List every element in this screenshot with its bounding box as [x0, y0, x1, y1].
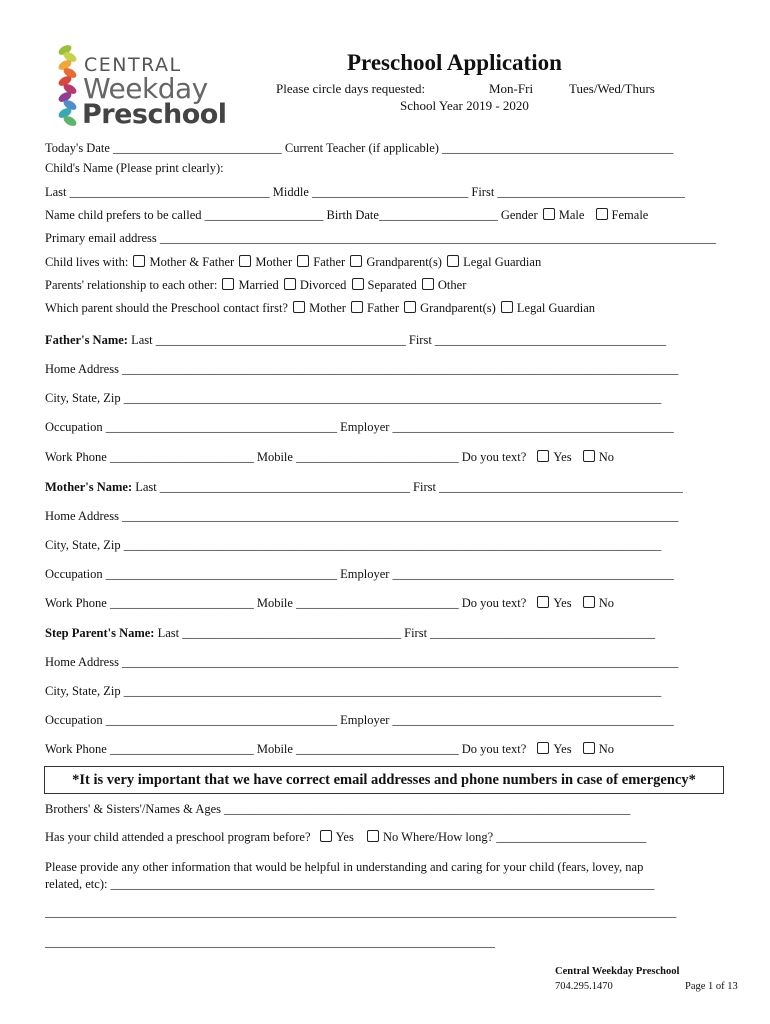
mother-text-yes-label: Yes: [553, 596, 572, 610]
father-text-no-label: No: [598, 450, 614, 464]
mother-text-no-label: No: [598, 596, 614, 610]
lives-mother-father-label: Mother & Father: [149, 255, 235, 269]
attended-no-checkbox[interactable]: [367, 830, 379, 842]
mother-occupation-employer[interactable]: Occupation _____________________________________ Employer _____________________________________________: [45, 567, 674, 581]
child-lives-with-label: Child lives with:: [45, 255, 129, 269]
gender-male-label: Male: [558, 208, 585, 222]
gender-female-label: Female: [611, 208, 649, 222]
footer-page-number: Page 1 of 13: [685, 981, 738, 992]
father-name-label: Father's Name:: [45, 333, 128, 347]
lives-grandparents-label: Grandparent(s): [366, 255, 442, 269]
step-parent-name-field[interactable]: Last ___________________________________ First ____________________________________: [154, 626, 656, 640]
footer-phone: 704.295.1470: [555, 981, 613, 992]
parents-relationship-row: [45, 278, 466, 293]
mother-text-no-checkbox[interactable]: [583, 596, 595, 608]
other-info-blank-line-1[interactable]: _____________________________________________________________________________________________________: [45, 905, 677, 919]
mother-name-row[interactable]: [45, 480, 683, 495]
lives-mother-checkbox[interactable]: [239, 255, 251, 267]
contact-grandparents-checkbox[interactable]: [404, 301, 416, 313]
gender-male-checkbox[interactable]: [543, 208, 555, 220]
mother-phone-fields[interactable]: Work Phone _______________________ Mobile __________________________ Do you text?: [45, 596, 527, 610]
lives-father-label: Father: [313, 255, 346, 269]
attended-yes-checkbox[interactable]: [320, 830, 332, 842]
married-checkbox[interactable]: [222, 278, 234, 290]
contact-father-label: Father: [367, 301, 399, 315]
gender-female-checkbox[interactable]: [596, 208, 608, 220]
attended-no-where-field[interactable]: No Where/How long? ________________________: [382, 830, 647, 844]
contact-first-row: [45, 301, 595, 316]
school-year: School Year 2019 - 2020: [400, 98, 529, 113]
logo-line-central: CENTRAL: [84, 54, 182, 76]
day-option-tue-wed-thu[interactable]: Tues/Wed/Thurs: [569, 81, 655, 96]
primary-email-row[interactable]: Primary email address _________________________________________________________________________________________: [45, 231, 717, 245]
emergency-notice-box: *It is very important that we have correct email addresses and phone numbers in case of emergency*: [44, 766, 724, 794]
mother-name-field[interactable]: Last ________________________________________ First _______________________________________: [132, 480, 683, 494]
lives-legal-guardian-label: Legal Guardian: [463, 255, 542, 269]
step-phone-row: [45, 742, 614, 757]
child-lives-with-row: [45, 255, 541, 270]
mother-phone-row: [45, 596, 614, 611]
siblings-row[interactable]: Brothers' & Sisters'/Names & Ages _________________________________________________________________: [45, 802, 631, 816]
footer-org: Central Weekday Preschool: [555, 966, 680, 977]
contact-grandparents-label: Grandparent(s): [420, 301, 496, 315]
step-city-state-zip[interactable]: City, State, Zip ______________________________________________________________________________________: [45, 684, 662, 698]
leaves-logo-icon: [57, 44, 79, 128]
page-title: Preschool Application: [347, 50, 562, 75]
contact-first-label: Which parent should the Preschool contact first?: [45, 301, 288, 315]
father-text-yes-checkbox[interactable]: [537, 450, 549, 462]
contact-mother-label: Mother: [309, 301, 346, 315]
contact-father-checkbox[interactable]: [351, 301, 363, 313]
step-text-yes-checkbox[interactable]: [537, 742, 549, 754]
father-name-row[interactable]: [45, 333, 666, 348]
father-phone-fields[interactable]: Work Phone _______________________ Mobile __________________________ Do you text?: [45, 450, 527, 464]
step-phone-fields[interactable]: Work Phone _______________________ Mobile __________________________ Do you text?: [45, 742, 527, 756]
mother-name-label: Mother's Name:: [45, 480, 133, 494]
lives-grandparents-checkbox[interactable]: [350, 255, 362, 267]
child-name-row[interactable]: Last ________________________________ Middle _________________________ First ______________________________: [45, 185, 685, 199]
lives-mother-father-checkbox[interactable]: [133, 255, 145, 267]
married-label: Married: [238, 278, 279, 292]
other-info-prompt: Please provide any other information that would be helpful in understanding and caring for your child (fears, lovey, nap: [45, 860, 644, 874]
father-phone-row: [45, 450, 614, 465]
separated-checkbox[interactable]: [352, 278, 364, 290]
mother-text-yes-checkbox[interactable]: [537, 596, 549, 608]
step-occupation-employer[interactable]: Occupation _____________________________________ Employer _____________________________________________: [45, 713, 674, 727]
step-parent-name-label: Step Parent's Name:: [45, 626, 155, 640]
father-text-no-checkbox[interactable]: [583, 450, 595, 462]
day-option-mon-fri[interactable]: Mon-Fri: [489, 81, 534, 96]
logo-line-preschool: Preschool: [82, 99, 227, 130]
contact-mother-checkbox[interactable]: [293, 301, 305, 313]
other-info-field[interactable]: related, etc): _______________________________________________________________________________________: [45, 877, 655, 891]
attended-yes-label: Yes: [335, 830, 354, 844]
divorced-label: Divorced: [299, 278, 347, 292]
step-home-address[interactable]: Home Address _________________________________________________________________________________________: [45, 655, 679, 669]
contact-legal-guardian-checkbox[interactable]: [501, 301, 513, 313]
father-occupation-employer[interactable]: Occupation _____________________________________ Employer _____________________________________________: [45, 420, 674, 434]
lives-mother-label: Mother: [255, 255, 293, 269]
days-prompt: Please circle days requested:: [276, 81, 426, 96]
contact-legal-guardian-label: Legal Guardian: [516, 301, 595, 315]
mother-city-state-zip[interactable]: City, State, Zip ______________________________________________________________________________________: [45, 538, 662, 552]
lives-father-checkbox[interactable]: [297, 255, 309, 267]
childs-name-heading: Child's Name (Please print clearly):: [45, 161, 224, 175]
step-text-no-label: No: [598, 742, 614, 756]
lives-legal-guardian-checkbox[interactable]: [447, 255, 459, 267]
divorced-checkbox[interactable]: [284, 278, 296, 290]
father-name-field[interactable]: Last ________________________________________ First _____________________________________: [127, 333, 667, 347]
separated-label: Separated: [367, 278, 417, 292]
attended-preschool-row: [45, 830, 646, 845]
logo-line-weekday: Weekday: [83, 72, 208, 105]
todays-date-teacher-row[interactable]: Today's Date ___________________________ Current Teacher (if applicable) _____________________________________: [45, 141, 674, 155]
other-checkbox[interactable]: [422, 278, 434, 290]
father-city-state-zip[interactable]: City, State, Zip ______________________________________________________________________________________: [45, 391, 662, 405]
step-parent-name-row[interactable]: [45, 626, 655, 641]
parents-relationship-label: Parents' relationship to each other:: [45, 278, 218, 292]
other-label: Other: [437, 278, 467, 292]
attended-preschool-label: Has your child attended a preschool program before?: [45, 830, 311, 844]
father-home-address[interactable]: Home Address _________________________________________________________________________________________: [45, 362, 679, 376]
preferred-name-birthdate-row[interactable]: [45, 208, 648, 223]
mother-home-address[interactable]: Home Address _________________________________________________________________________________________: [45, 509, 679, 523]
other-info-blank-line-2[interactable]: ________________________________________________________________________: [45, 935, 495, 949]
step-text-yes-label: Yes: [553, 742, 572, 756]
step-text-no-checkbox[interactable]: [583, 742, 595, 754]
father-text-yes-label: Yes: [553, 450, 572, 464]
preferred-birth-gender-label: Name child prefers to be called ___________________ Birth Date___________________ Gender: [45, 208, 538, 222]
